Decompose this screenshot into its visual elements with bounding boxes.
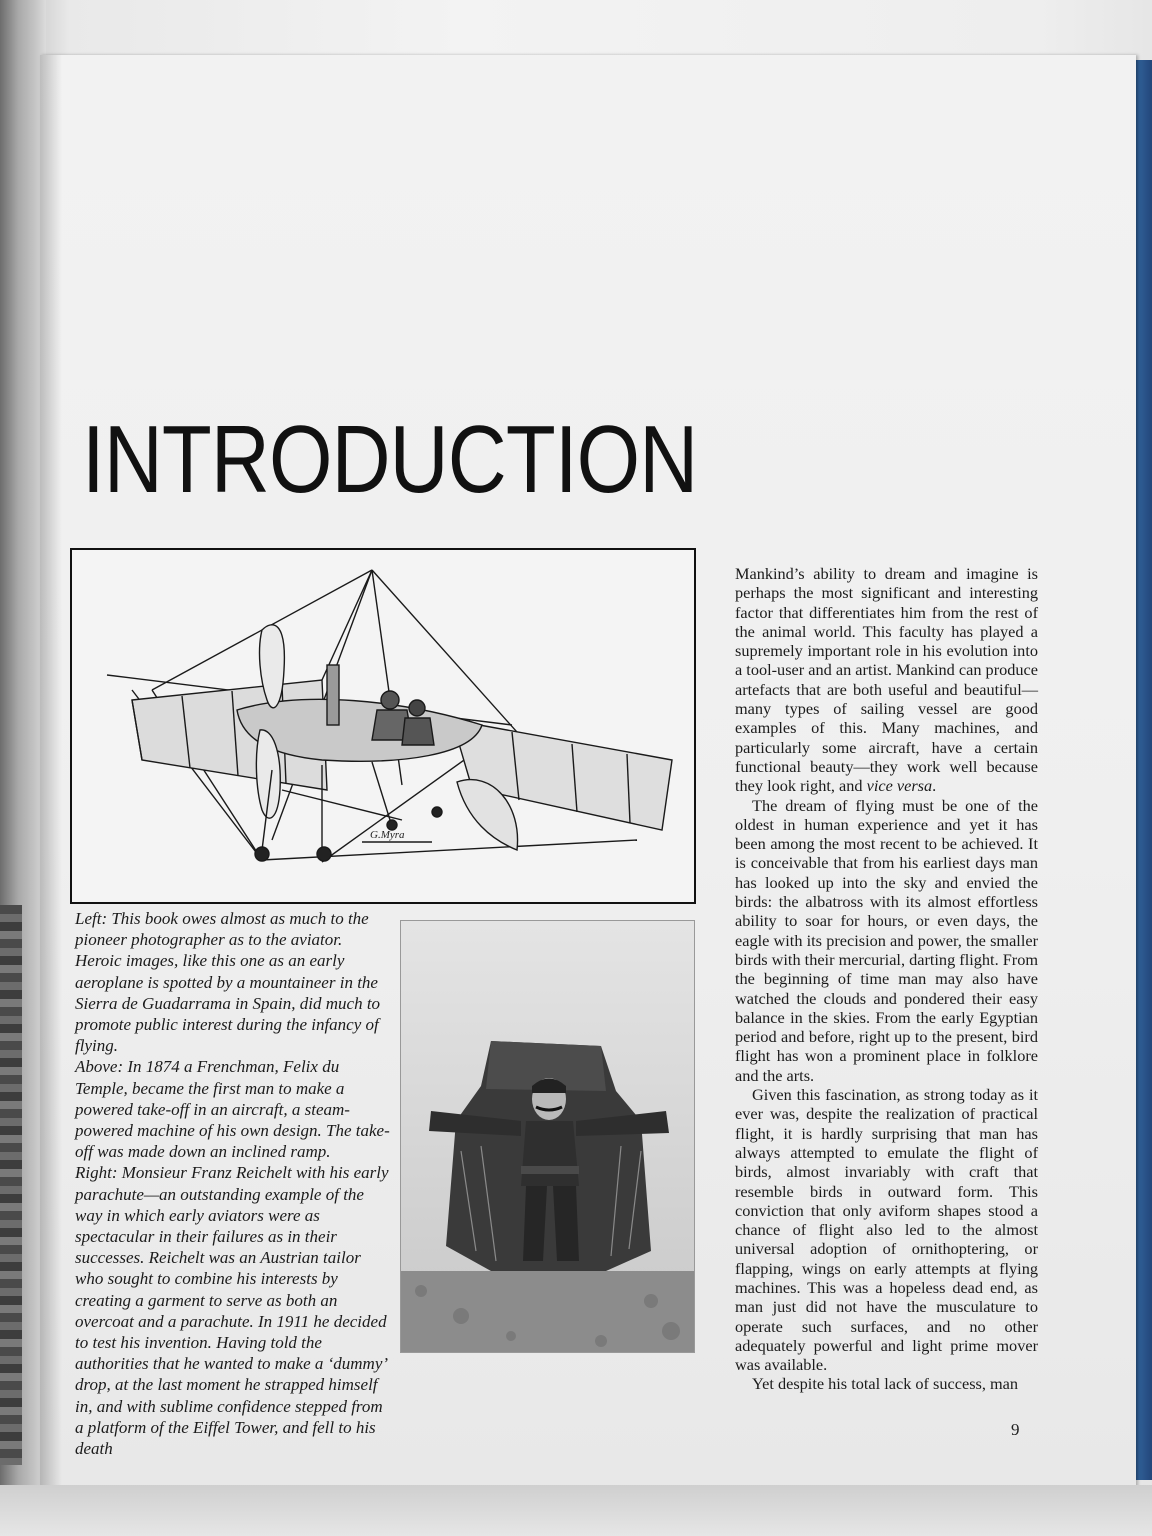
illustration-signature: G.Myra (370, 829, 405, 841)
aircraft-illustration (70, 548, 696, 904)
paragraph-3: Given this fascination, as strong today as it ever was, despite the realization of practical flight, it is hardly surprising that man has always attempted to emulate the flight of birds, almost invariably with craft that resemble birds in outward form. This conviction that only aviform shapes stood a chance of flight also led to the almost universal adoption of ornithoptering, or flapping, wings on early attempts at flying machines. This was a hopeless dead end, as man just did not have the musculature to operate such surfaces, and no other adequately powerful and light prime mover was available. (735, 1085, 1038, 1375)
paragraph-4: Yet despite his total lack of success, man (752, 1374, 1019, 1394)
du-temple-monoplane-drawing (72, 550, 694, 902)
page-title: INTRODUCTION (82, 406, 698, 513)
left-page-photo-edge (0, 905, 22, 1465)
caption-above: Above: In 1874 a Frenchman, Felix du Temple, became the first man to make a powered take-off in an aircraft, a steam-powered machine of his own design. The take-off was made down an inclined ramp. (75, 1057, 390, 1162)
caption-left: Left: This book owes almost as much to the pioneer photographer as to the aviator. Heroic images, like this one as an early aeroplane is spotted by a mountaineer in the Sierra de Guadarrama in Spain, did much to promote public interest during the infancy of flying. (75, 909, 381, 1056)
reichelt-photo-image (401, 921, 694, 1352)
article-body (735, 564, 1038, 1394)
caption-right: Right: Monsieur Franz Reichelt with his early parachute—an outstanding example of the way in which early aviators were as spectacular in their failures as in their successes. Reichelt was an Austrian tailor who sought to combine his interests by creating a garment to serve as both an overcoat and a parachute. In 1911 he decided to test his invention. Having told the authorities that he wanted to make a ‘dummy’ drop, at the last moment he strapped himself in, and with sublime confidence stepped from a platform of the Eiffel Tower, and fell to his death (75, 1163, 389, 1459)
paragraph-1 (735, 564, 1038, 796)
paragraph-1-end: . (932, 776, 937, 796)
paragraph-2: The dream of flying must be one of the oldest in human experience and yet it has been among the most recent to be achieved. It is conceivable that from his earliest days man has looked up into the sky and envied the birds: the albatross with its almost effortless ability to soar for hours, or even days, the eagle with its precision and power, the smaller birds with their mercurial, darting flight. From the beginning of time man may also have watched the clouds and pondered their easy balance in the skies. From the early Egyptian period and before, right up to the present, bird flight has won a prominent place in folklore and the arts. (735, 795, 1038, 1085)
reichelt-parachute-photo (400, 920, 695, 1353)
page-gutter-shadow (40, 55, 62, 1495)
table-surface (0, 1485, 1152, 1536)
paragraph-1-italic: vice versa (866, 776, 933, 796)
page-number: 9 (1011, 1420, 1020, 1439)
paragraph-1-text: Mankind’s ability to dream and imagine is perhaps the most significant and interesting factor that differentiates him from the rest of the animal world. This faculty has played a supremely important role in his evolution into a tool-user and an artist. Mankind can produce artefacts that are both useful and beautiful—many types of sailing vessel are good examples of this. Many machines, and particularly some aircraft, have a certain functional beauty—they work well because they look right, and (735, 564, 1038, 796)
figure-caption (75, 908, 393, 1459)
